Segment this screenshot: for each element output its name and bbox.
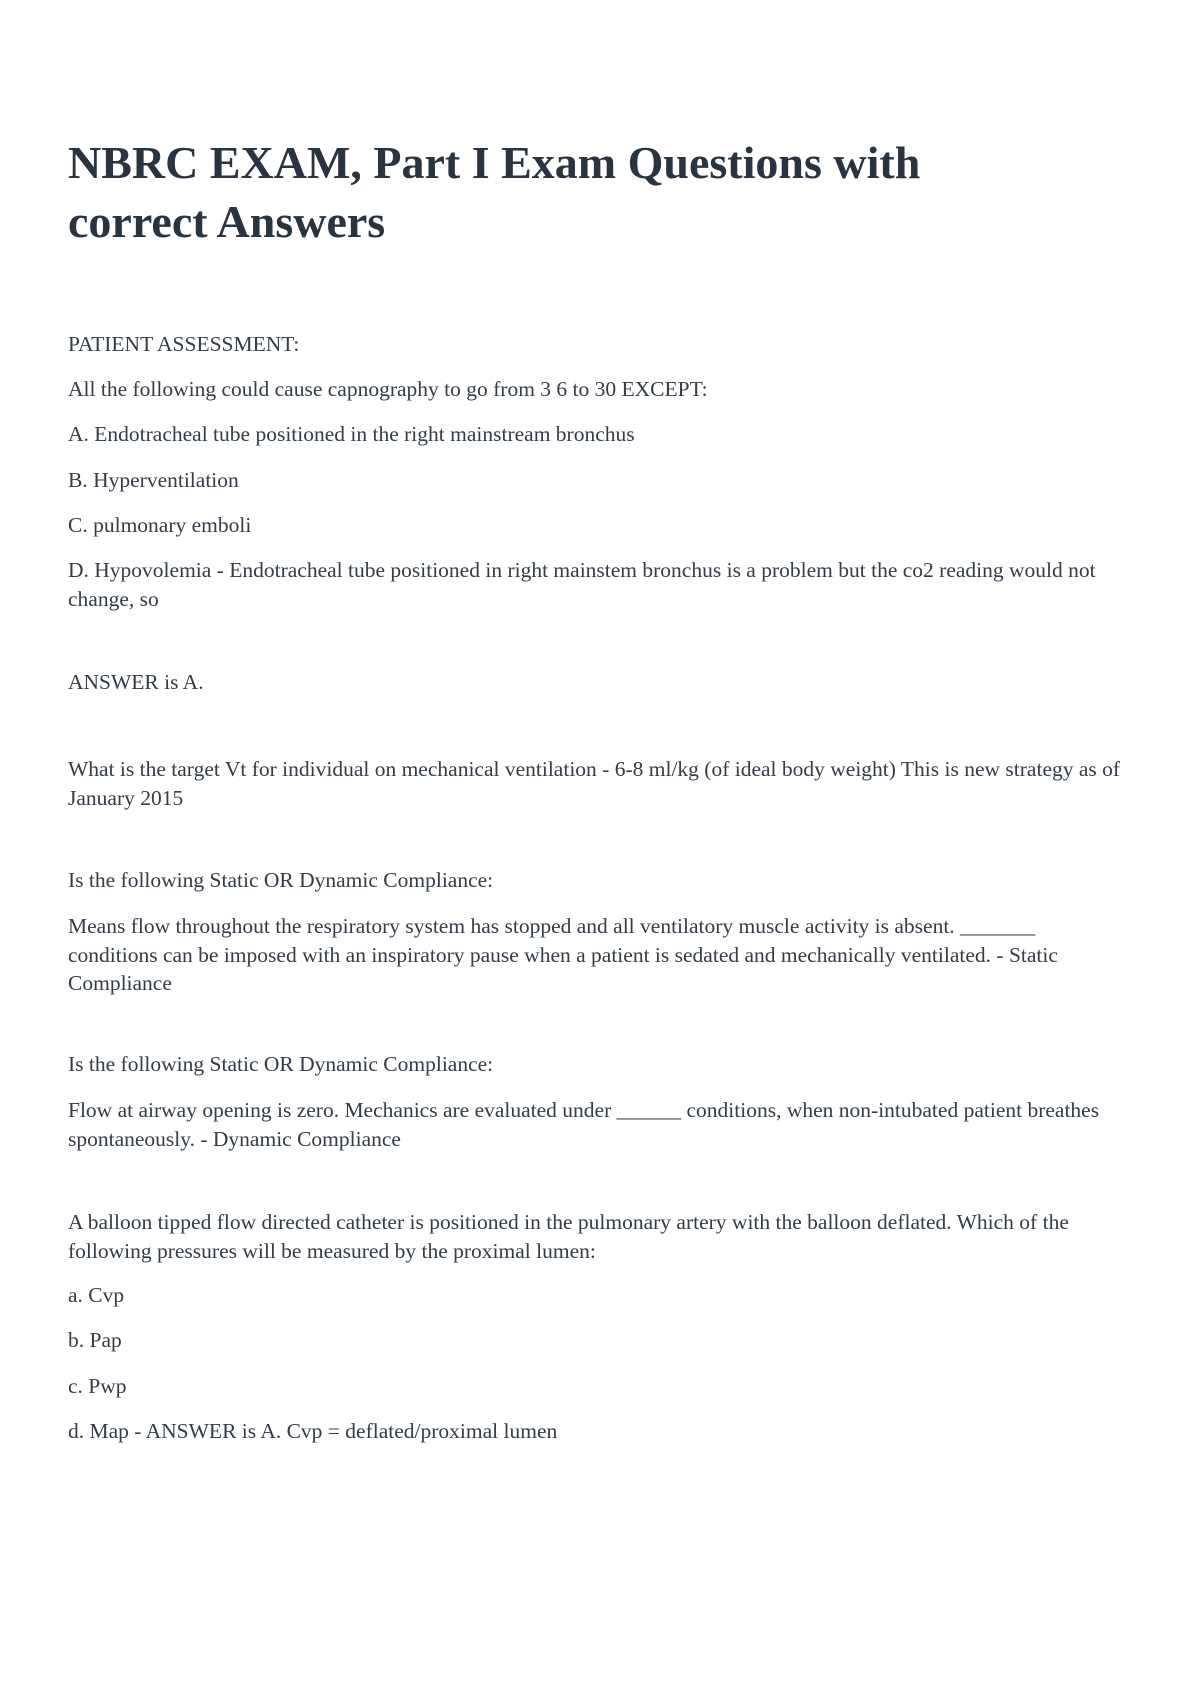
question-catheter: A balloon tipped flow directed catheter is positioned in the pulmonary artery with the balloon deflated. Which of the following pressures will be measured by the proximal lumen:	[68, 1210, 1069, 1263]
option-b: B. Hyperventilation	[68, 468, 239, 492]
option-a: A. Endotracheal tube positioned in the right mainstream bronchus	[68, 422, 635, 446]
option-d-with-explanation: D. Hypovolemia - Endotracheal tube positioned in right mainstem bronchus is a problem but the co2 reading would not change, so	[68, 558, 1096, 611]
dynamic-compliance-description: Flow at airway opening is zero. Mechanics are evaluated under ______ conditions, when non-intubated patient breathes spontaneously. - Dynamic Compliance	[68, 1098, 1100, 1151]
question-compliance-1: Is the following Static OR Dynamic Compliance:	[68, 868, 494, 892]
option-map-answer: d. Map - ANSWER is A. Cvp = deflated/proximal lumen	[68, 1419, 558, 1443]
document-title: NBRC EXAM, Part I Exam Questions with correct Answers	[68, 137, 921, 247]
option-cvp: a. Cvp	[68, 1283, 125, 1307]
section-heading-patient-assessment: PATIENT ASSESSMENT:	[68, 332, 300, 356]
static-compliance-description: Means flow throughout the respiratory system has stopped and all ventilatory muscle activity is absent. _______ conditions can be imposed with an inspiratory pause when a patient is sedated and mechanically ventilated. - Static Compliance	[68, 914, 1058, 995]
question-capnography: All the following could cause capnography to go from 3 6 to 30 EXCEPT:	[68, 377, 708, 401]
option-c: C. pulmonary emboli	[68, 513, 252, 537]
option-pwp: c. Pwp	[68, 1374, 127, 1398]
option-pap: b. Pap	[68, 1328, 122, 1352]
question-target-vt: What is the target Vt for individual on mechanical ventilation - 6-8 ml/kg (of ideal body weight) This is new strategy as of January 2015	[68, 757, 1121, 810]
question-compliance-2: Is the following Static OR Dynamic Compliance:	[68, 1052, 494, 1076]
answer-line: ANSWER is A.	[68, 670, 204, 694]
